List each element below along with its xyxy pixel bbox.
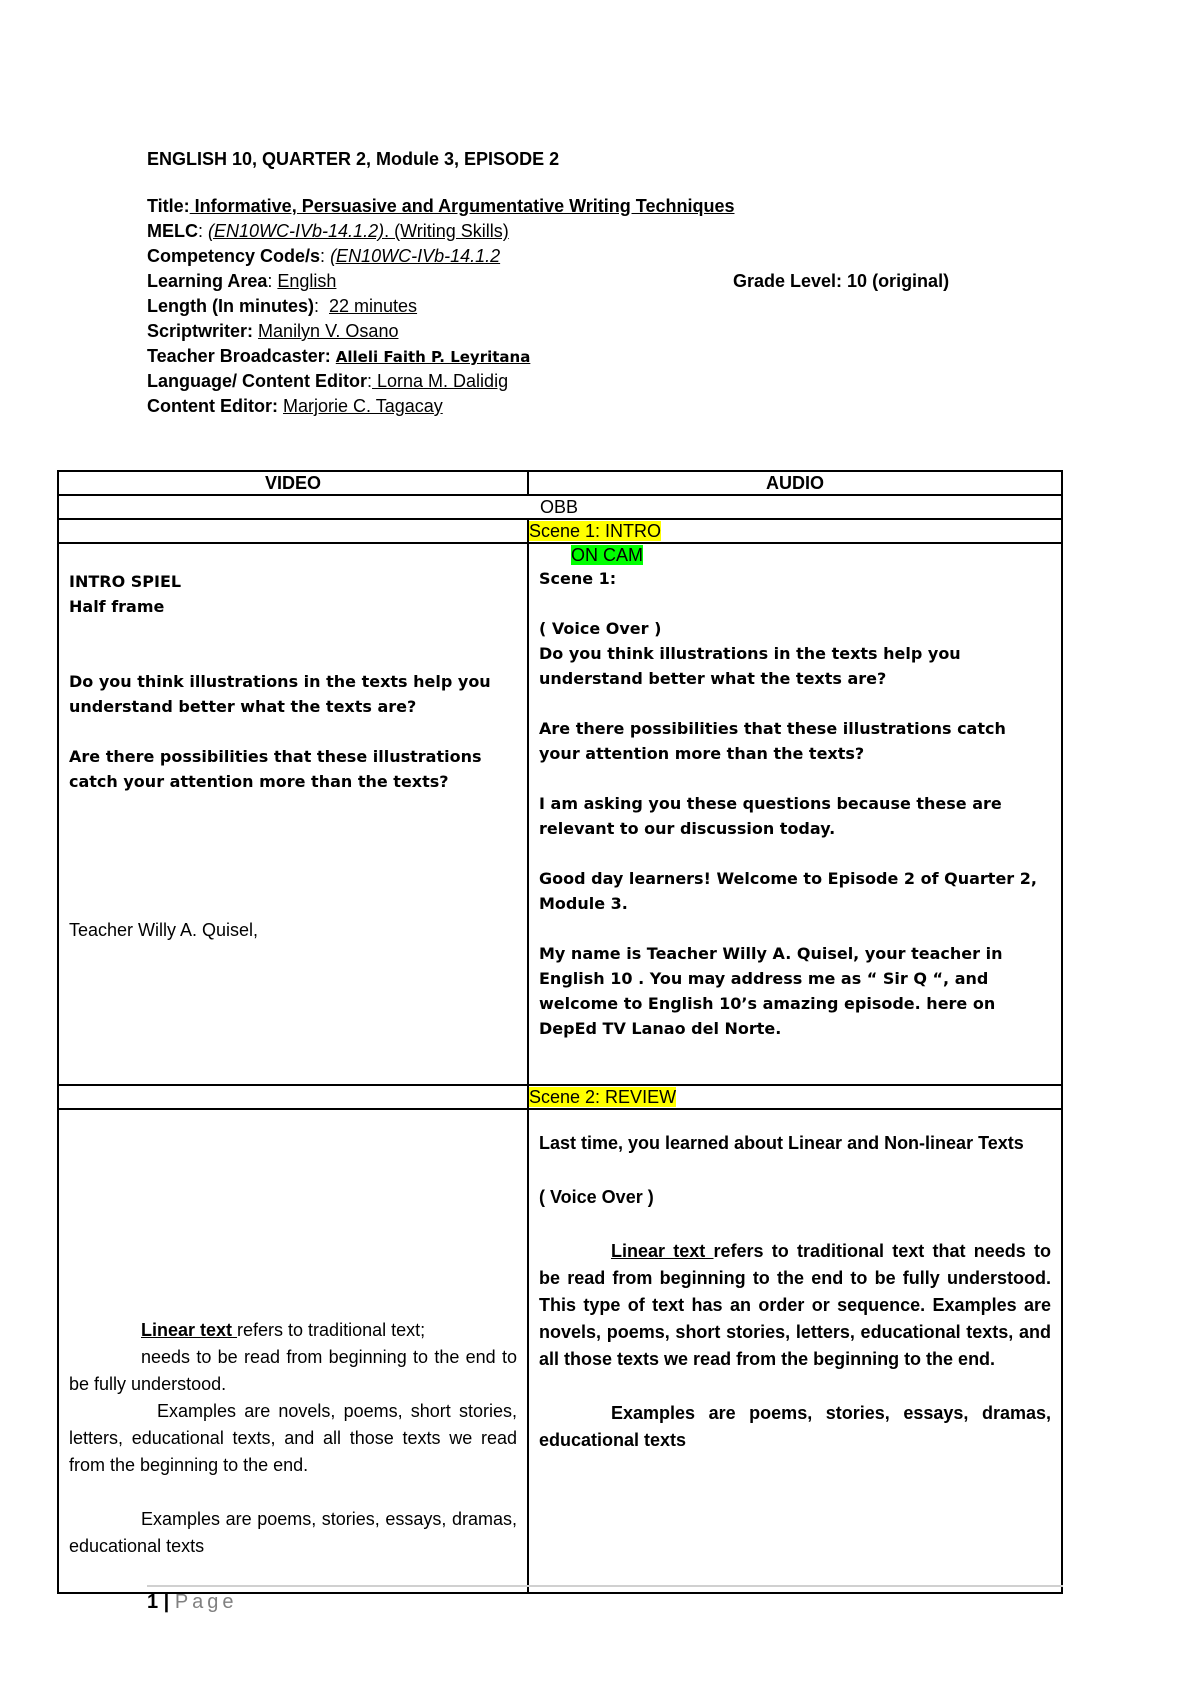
audio-greeting: Good day learners! Welcome to Episode 2 of Quarter 2, Module 3.: [539, 869, 1037, 913]
document-header: [147, 147, 1047, 419]
broadcaster-row: Teacher Broadcaster: Alleli Faith P. Leyritana: [147, 346, 531, 366]
grade-level: Grade Level: 10 (original): [733, 271, 950, 291]
title-row: Title: Informative, Persuasive and Argumentative Writing Techniques: [147, 196, 735, 216]
length-row: Length (In minutes): 22 minutes: [147, 296, 418, 316]
scene1-content-row: [58, 543, 1062, 1085]
audio-relevance: I am asking you these questions because these are relevant to our discussion today.: [539, 794, 1002, 838]
episode-title: Informative, Persuasive and Argumentative Writing Techniques: [189, 196, 735, 216]
audio-scene1: Scene 1:: [539, 569, 617, 588]
audio-linear-term: Linear text: [611, 1241, 714, 1261]
on-cam-label: ON CAM: [571, 545, 643, 565]
content-editor-row: Content Editor: Marjorie C. Tagacay: [147, 396, 443, 416]
page-number: 1: [147, 1591, 159, 1613]
video-column-header: VIDEO: [58, 471, 528, 495]
document-title: ENGLISH 10, QUARTER 2, Module 3, EPISODE 2: [147, 149, 560, 169]
scene1-label: Scene 1: INTRO: [529, 521, 662, 541]
intro-spiel: INTRO SPIEL: [69, 572, 182, 591]
audio-welcome: welcome to English 10’s amazing episode. here on DepEd TV Lanao del Norte.: [539, 994, 996, 1038]
scene2-label: Scene 2: REVIEW: [529, 1087, 677, 1107]
obb-row: [58, 495, 1062, 519]
page-label: Page: [174, 1591, 238, 1613]
video-examples-1: Examples are novels, poems, short stories, letters, educational texts, and all those texts we read from the beginning to the end.: [69, 1401, 517, 1475]
scene1-audio-cell: [528, 543, 1062, 1085]
video-question-1: Do you think illustrations in the texts help you understand better what the texts are?: [69, 672, 491, 716]
footer-divider: [147, 1585, 1063, 1587]
melc-row: MELC: (EN10WC-IVb-14.1.2). (Writing Skills): [147, 221, 509, 241]
audio-question-1: Do you think illustrations in the texts help you understand better what the texts are?: [539, 644, 961, 688]
language-editor-row: Language/ Content Editor: Lorna M. Dalidig: [147, 371, 509, 391]
script-table: [57, 470, 1063, 1594]
scene2-content-row: [58, 1109, 1062, 1593]
audio-review-examples: Examples are poems, stories, essays, dramas, educational texts: [539, 1403, 1051, 1450]
obb-label: OBB: [540, 497, 579, 517]
competency-code-row: Competency Code/s: (EN10WC-IVb-14.1.2: [147, 246, 501, 266]
scene2-audio-cell: Last time, you learned about Linear and Non-linear Texts ( Voice Over ) Linear text refers to traditional text that needs to be read from beginning to the end to be fully understood. This type of text has an order or sequence. Examples are novels, poems, short stories, letters, educational texts, and all those texts we read from the beginning to the end. Examples are poems, stories, essays, dramas, educational texts: [528, 1109, 1062, 1593]
learning-area-row: Learning Area: English Grade Level: 10 (original): [147, 269, 1047, 294]
audio-question-2: Are there possibilities that these illustrations catch your attention more than the texts?: [539, 719, 1006, 763]
audio-column-header: AUDIO: [528, 471, 1062, 495]
scene1-label-row: [58, 519, 1062, 543]
teacher-name: Teacher Willy A. Quisel,: [69, 920, 259, 940]
video-question-2: Are there possibilities that these illustrations catch your attention more than the texts?: [69, 747, 482, 791]
page-footer: 1 | Page: [147, 1591, 238, 1613]
frame-note: Half frame: [69, 597, 165, 616]
scene2-label-row: [58, 1085, 1062, 1109]
audio-review-intro: Last time, you learned about Linear and Non-linear Texts: [539, 1133, 1024, 1153]
linear-text-term: Linear text: [141, 1320, 238, 1340]
video-examples-2: Examples are poems, stories, essays, dramas, educational texts: [69, 1509, 517, 1556]
audio-introduction: My name is Teacher Willy A. Quisel, your teacher in English 10 . You may address me as “ Sir Q “, and: [539, 944, 1003, 988]
video-definition: needs to be read from beginning to the end to be fully understood.: [69, 1347, 517, 1394]
audio-review-voice-over: ( Voice Over ): [539, 1187, 654, 1207]
audio-voice-over: ( Voice Over ): [539, 619, 662, 638]
table-header-row: [58, 471, 1062, 495]
scene1-video-cell: [58, 543, 528, 1085]
scriptwriter-row: Scriptwriter: Manilyn V. Osano: [147, 321, 399, 341]
scene2-video-cell: Linear text refers to traditional text; needs to be read from beginning to the end to be fully understood. Examples are novels, poems, short stories, letters, educational texts, and all those texts we read from the beginning to the end. Examples are poems, stories, essays, dramas, educational texts: [58, 1109, 528, 1593]
